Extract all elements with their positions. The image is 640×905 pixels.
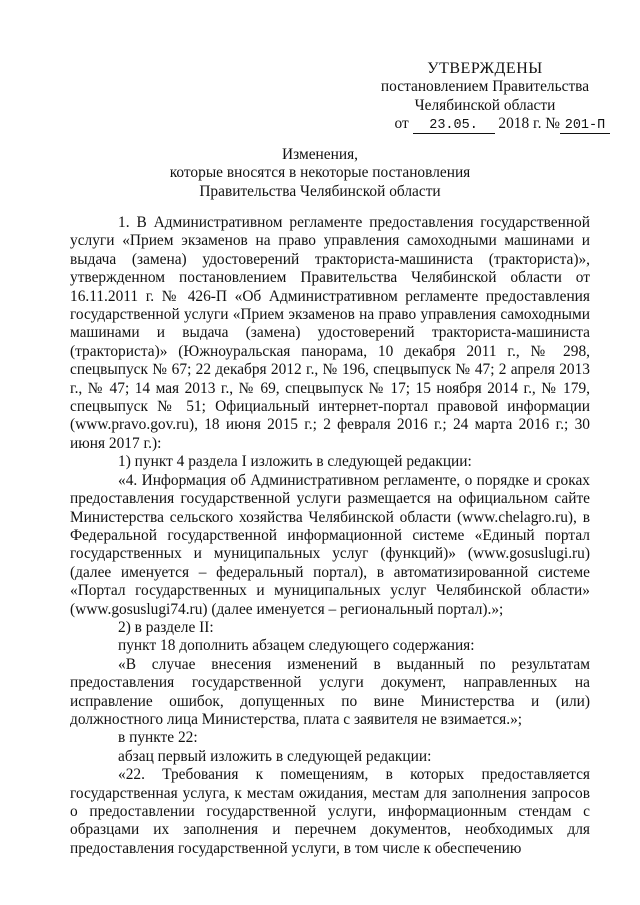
- approval-block: [360, 60, 610, 134]
- paragraph: 2) в разделе II:: [118, 618, 214, 636]
- approval-line-2: Челябинской области: [414, 96, 556, 114]
- paragraph: «4. Информация об Административном регламенте, о порядке и сроках предоставления государственной услуги размещается на официальном сайте Министерства сельского хозяйства Челябинской области (www.chelagro.ru), в Федеральной государственной информационной системе «Единый портал государственных и муниципальных услуг (функций)» (www.gosuslugi.ru) (далее именуется – федеральный портал), в автоматизированной системе «Портал государственных и муниципальных услуг Челябинской области» (www.gosuslugi74.ru) (далее именуется – региональный портал).»;: [70, 471, 590, 618]
- year-text: 2018 г. №: [498, 115, 560, 133]
- paragraph: пункт 18 дополнить абзацем следующего содержания:: [118, 637, 475, 655]
- paragraph: 1. В Административном регламенте предоставления государственной услуги «Прием экзаменов на право управления самоходными машинами и выдача (замена) удостоверений тракториста-машиниста (тракториста)», утвержденном постановлением Правительства Челябинской области от 16.11.2011 г. № 426-П «Об Административном регламенте предоставления государственной услуги «Прием экзаменов на право управления самоходными машинами и выдача (замена) удостоверений тракториста-машиниста (тракториста)» (Южноуральская панорама, 10 декабря 2011 г., № 298, спецвыпуск № 67; 22 декабря 2012 г., № 196, спецвыпуск № 47; 2 апреля 2013 г., № 47; 14 мая 2013 г., № 69, спецвыпуск № 17; 15 ноября 2014 г., № 179, спецвыпуск № 51; Официальный интернет-портал правовой информации (www.pravo.gov.ru), 18 июня 2015 г.; 2 февраля 2016 г.; 24 марта 2016 г.; 30 июня 2017 г.):: [70, 214, 590, 452]
- paragraph: «В случае внесения изменений в выданный по результатам предоставления государственной услуги документ, направленных на исправление ошибок, допущенных по вине Министерства и (или) должностного лица Министерства, плата с заявителя не взимается.»;: [70, 655, 590, 728]
- paragraph: в пункте 22:: [118, 729, 198, 747]
- document-heading: [120, 146, 520, 201]
- date-prefix: от: [394, 115, 409, 133]
- heading-line-2: которые вносятся в некоторые постановления: [169, 164, 471, 182]
- paragraph: 1) пункт 4 раздела I изложить в следующей редакции:: [118, 453, 472, 471]
- heading-line-1: Изменения,: [281, 146, 358, 163]
- paragraph: «22. Требования к помещениям, в которых предоставляется государственная услуга, к местам ожидания, местам для заполнения запросов о предоставлении государственной услуги, информационным стендам с образцами их заполнения и перечнем документов, необходимых для предоставления государственной услуги, в том числе к обеспечению: [70, 766, 590, 857]
- heading-line-3: Правительства Челябинской области: [199, 182, 441, 200]
- paragraph: абзац первый изложить в следующей редакции:: [118, 747, 432, 765]
- document-body: [70, 214, 590, 858]
- approval-date-line: [360, 115, 610, 134]
- number-value: 201-П: [560, 119, 610, 134]
- approval-title: УТВЕРЖДЕНЫ: [427, 60, 543, 77]
- date-value: 23.05.: [413, 119, 495, 134]
- approval-line-1: постановлением Правительства: [380, 78, 590, 96]
